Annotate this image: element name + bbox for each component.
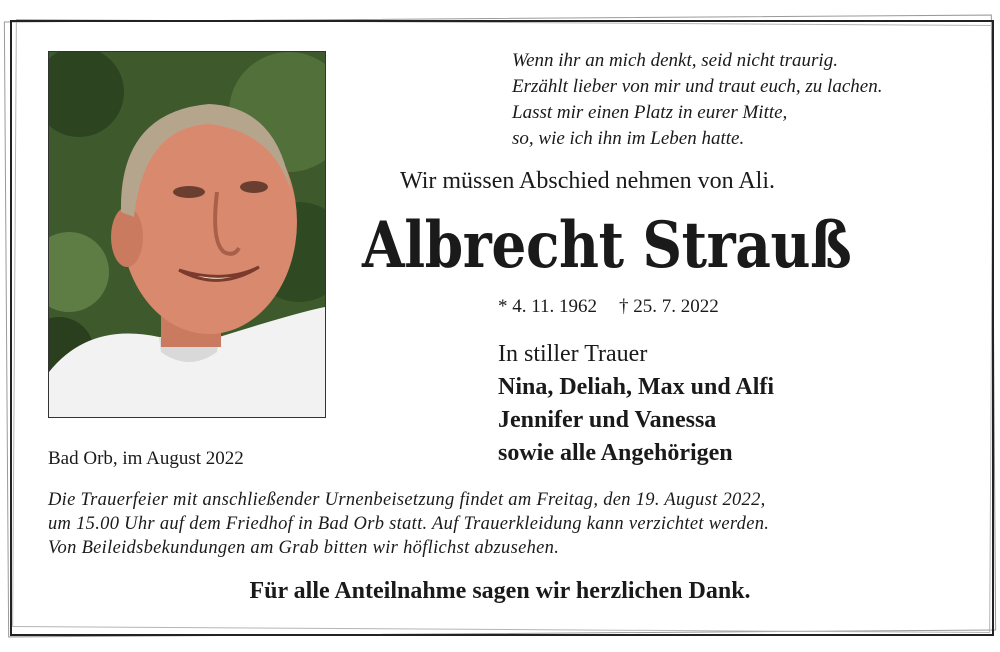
poem-line: Lasst mir einen Platz in eurer Mitte, xyxy=(512,102,788,123)
thanks-line: Für alle Anteilnahme sagen wir herzlichen Dank. xyxy=(249,578,751,604)
notice-line: um 15.00 Uhr auf dem Friedhof in Bad Orb statt. Auf Trauerkleidung kann verzichtet werden. xyxy=(48,514,770,534)
portrait-photo xyxy=(48,51,326,418)
poem-line: Wenn ihr an mich denkt, seid nicht traurig. xyxy=(512,50,838,71)
death-date: † 25. 7. 2022 xyxy=(619,296,719,317)
notice-line: Die Trauerfeier mit anschließender Urnenbeisetzung findet am Freitag, den 19. August 2022, xyxy=(48,490,766,510)
poem-line: Erzählt lieber von mir und traut euch, zu lachen. xyxy=(512,76,883,97)
life-dates xyxy=(498,296,741,318)
mourner-line: Nina, Deliah, Max und Alfi xyxy=(498,374,775,400)
birth-date: * 4. 11. 1962 xyxy=(498,296,598,317)
poem-line: so, wie ich ihn im Leben hatte. xyxy=(512,128,745,149)
mourners-block xyxy=(498,338,774,470)
poem xyxy=(512,48,882,152)
portrait-illustration xyxy=(49,52,325,417)
place-date: Bad Orb, im August 2022 xyxy=(48,448,244,469)
funeral-notice xyxy=(48,488,769,560)
mourner-line: Jennifer und Vanessa xyxy=(498,407,717,433)
mourner-line: sowie alle Angehörigen xyxy=(498,440,733,466)
mourners-heading: In stiller Trauer xyxy=(498,341,648,367)
notice-line: Von Beileidsbekundungen am Grab bitten wir höflichst abzusehen. xyxy=(48,538,560,558)
intro-line: Wir müssen Abschied nehmen von Ali. xyxy=(400,168,775,194)
deceased-name: Albrecht Strauß xyxy=(362,208,852,283)
